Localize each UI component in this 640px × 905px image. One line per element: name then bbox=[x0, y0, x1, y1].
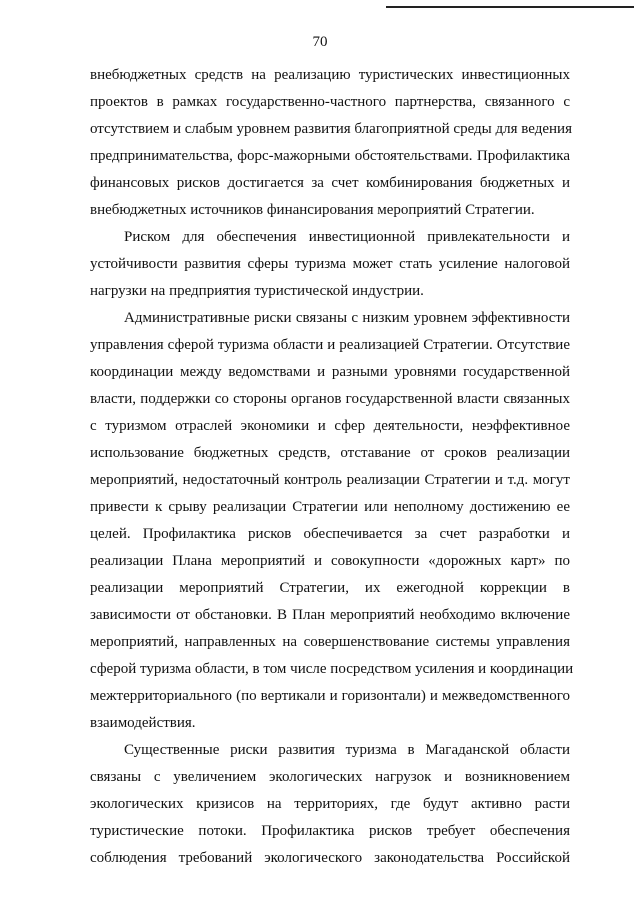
text-line: внебюджетных средств на реализацию туристических инвестиционных bbox=[90, 67, 570, 83]
text-line: отсутствием и слабым уровнем развития благоприятной среды для ведения bbox=[90, 121, 572, 137]
text-line: зависимости от обстановки. В План мероприятий необходимо включение bbox=[90, 607, 570, 623]
text-line: мероприятий, направленных на совершенствование системы управления bbox=[90, 634, 570, 650]
text-line: целей. Профилактика рисков обеспечивается за счет разработки и bbox=[90, 526, 570, 542]
text-line: власти, поддержки со стороны органов государственной власти связанных bbox=[90, 391, 570, 407]
text-line: привести к срыву реализации Стратегии или неполному достижению ее bbox=[90, 499, 570, 515]
text-line: внебюджетных источников финансирования мероприятий Стратегии. bbox=[90, 202, 535, 218]
text-line: Существенные риски развития туризма в Магаданской области bbox=[124, 742, 570, 758]
text-line: предпринимательства, форс-мажорными обстоятельствами. Профилактика bbox=[90, 148, 570, 164]
text-line: управления сферой туризма области и реализацией Стратегии. Отсутствие bbox=[90, 337, 570, 353]
text-line: взаимодействия. bbox=[90, 715, 196, 731]
text-line: финансовых рисков достигается за счет комбинирования бюджетных и bbox=[90, 175, 570, 191]
text-line: Административные риски связаны с низким уровнем эффективности bbox=[124, 310, 570, 326]
text-line: координации между ведомствами и разными уровнями государственной bbox=[90, 364, 570, 380]
text-line: с туризмом отраслей экономики и сфер деятельности, неэффективное bbox=[90, 418, 570, 434]
text-line: нагрузки на предприятия туристической индустрии. bbox=[90, 283, 424, 299]
text-line: сферой туризма области, в том числе посредством усиления и координации bbox=[90, 661, 574, 677]
text-line: соблюдения требований экологического законодательства Российской bbox=[90, 850, 570, 866]
text-line: Риском для обеспечения инвестиционной привлекательности и bbox=[124, 229, 570, 245]
body-text bbox=[90, 62, 574, 872]
text-line: реализации Плана мероприятий и совокупности «дорожных карт» по bbox=[90, 553, 570, 569]
page-number: 70 bbox=[312, 34, 328, 50]
text-line: мероприятий, недостаточный контроль реализации Стратегии и т.д. могут bbox=[90, 472, 570, 488]
text-line: экологических кризисов на территориях, где будут активно расти bbox=[90, 796, 570, 812]
text-line: связаны с увеличением экологических нагрузок и возникновением bbox=[90, 769, 570, 785]
text-line: проектов в рамках государственно-частного партнерства, связанного с bbox=[90, 94, 570, 110]
text-line: межтерриториального (по вертикали и горизонтали) и межведомственного bbox=[90, 688, 570, 704]
text-line: устойчивости развития сферы туризма может стать усиление налоговой bbox=[90, 256, 570, 272]
top-rule bbox=[386, 6, 634, 8]
text-line: использование бюджетных средств, отставание от сроков реализации bbox=[90, 445, 570, 461]
text-line: реализации мероприятий Стратегии, их ежегодной коррекции в bbox=[90, 580, 570, 596]
text-line: туристические потоки. Профилактика рисков требует обеспечения bbox=[90, 823, 570, 839]
